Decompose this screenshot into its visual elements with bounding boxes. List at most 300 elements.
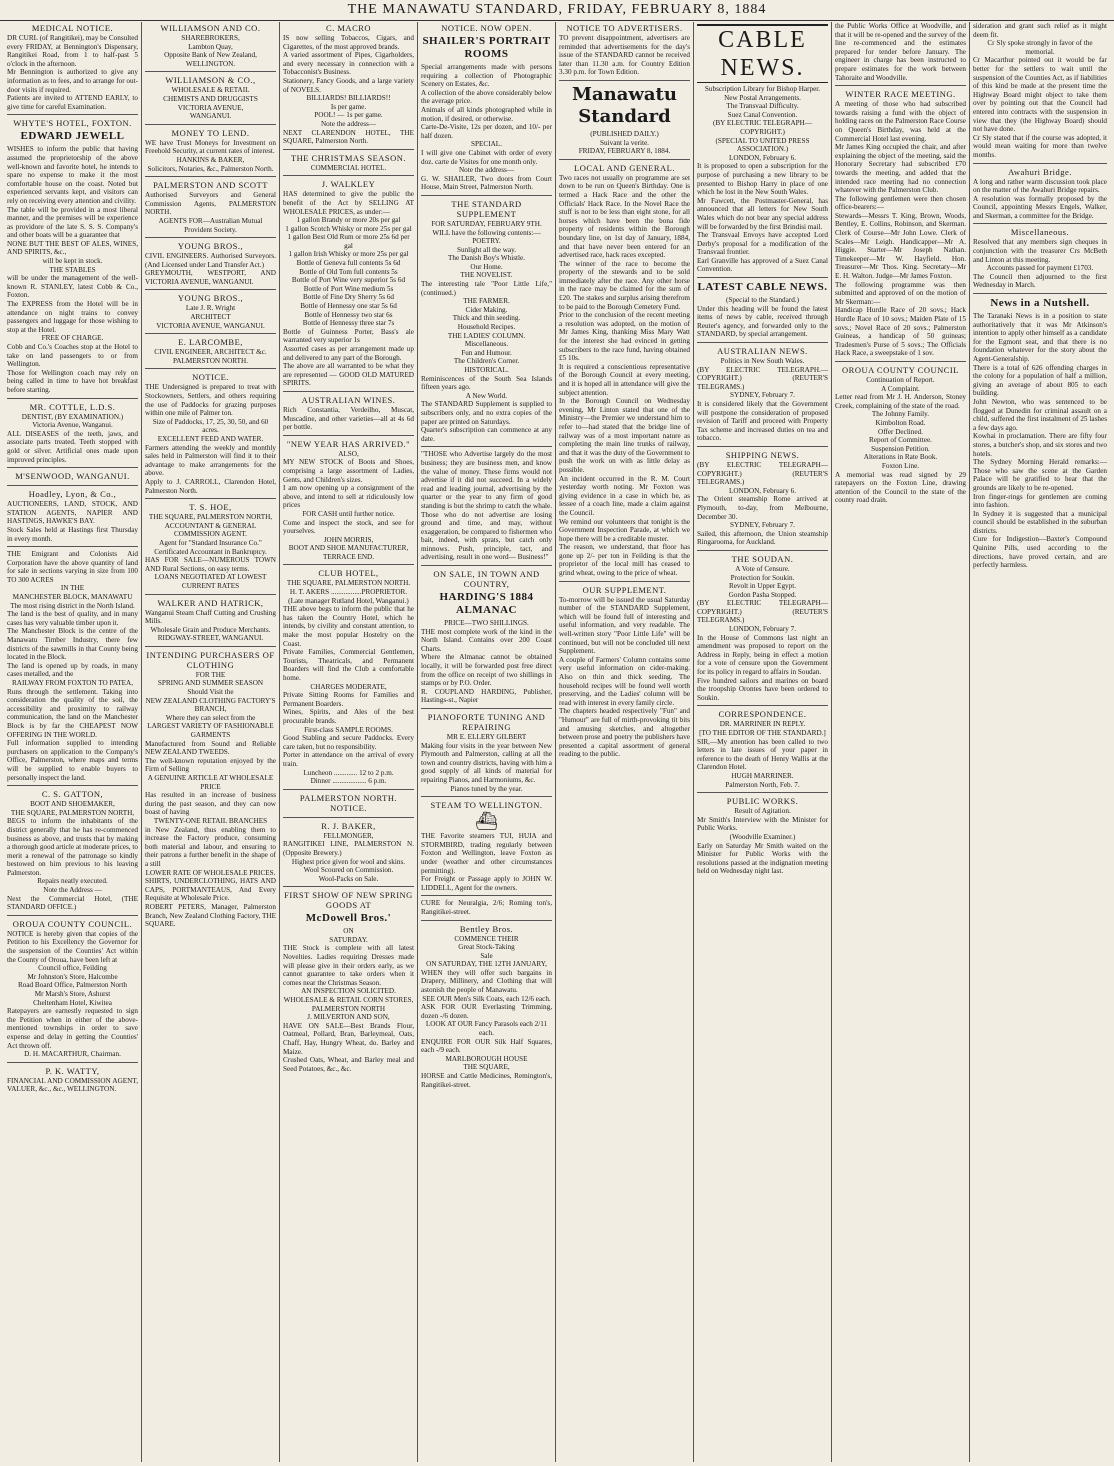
text-line: Alterations in Rate Book. [863, 453, 938, 462]
text-line: J. MILVERTON AND SON, [307, 1013, 390, 1022]
medical-notice [7, 23, 138, 115]
text-line: The land is opened up by roads, in many cases metalled, and the [7, 661, 138, 679]
block-heading: MEDICAL NOTICE. [31, 23, 114, 33]
text-line: Rich Constantia, Verdeilho, Muscat, Muscadine, and other varieties—all at 4s 6d per bottle. [283, 405, 414, 432]
text-line: A varied assortment of Pipes, Cigarholders, and every necessary in connection with a Tobacconist's Business. [283, 51, 414, 77]
text-line: ROBERT PETERS, Manager, Palmerston Branch, New Zealand Clothing Factory, THE SQUARE. [145, 902, 276, 929]
text-line: It is considered likely that the Government will postpone the consideration of proposed revision of Tariff and proceed with Property Tax scheme and increased duties on tea and tobacco. [697, 400, 828, 443]
text-line: ASK FOR OUR Everlasting Trimming, dozen -/6 dozen. [421, 1003, 552, 1020]
whytes-hotel [7, 118, 138, 398]
text-line: DR CURL (of Rangitikei), may be Consulted every FRIDAY, at Bennington's Dispensary, Rangitikei Road, from 1 to half-past 5 o'clock in the afternoon. [7, 34, 138, 68]
text-line: FINANCIAL AND COMMISSION AGENT, VALUER, &c., &c., WELLINGTON. [7, 1076, 138, 1094]
block-heading: THE SOUDAN. [731, 553, 794, 564]
text-line: BOOT AND SHOEMAKER, [30, 800, 115, 809]
block-heading: OROUA COUNTY COUNCIL. [12, 918, 133, 929]
text-line: Bottle of Port Wine very superior 5s 6d [291, 276, 406, 285]
text-line: THE above begs to inform the public that he has taken the Country Hotel, which he intends, by civility and constant attention, to make the most popular Hostelry on the Coast. [283, 605, 414, 648]
walker-hatrick [145, 598, 276, 647]
block-heading: Bentley Bros. [459, 923, 514, 934]
text-line: TO prevent disappointment, advertisers are reminded that advertisements for the day's issue of the STANDARD cannot be received later than 11.30 a.m. for Country Edition 3.30 p.m. for Town Edition. [559, 34, 690, 77]
text-line: BEGS to inform the inhabitants of the district generally that he has re-commenced business as above, and trusts that by making a thorough good article at moderate prices, to merit a renewal of the patronage so kindly bestowed on him previous to his leaving Palmerston. [7, 817, 138, 877]
text-line: GREYMOUTH, WESTPORT, AND VICTORIA AVENUE, WANGANUI. [145, 269, 276, 286]
text-line: Ratepayers are earnestly requested to sign the Petition when in either of the above-mentioned townships in order to save expense and delay in getting the Counties' Act thrown off. [7, 1007, 138, 1050]
block-heading: NOTICE. [192, 372, 229, 383]
text-line: Result of Agitation. [734, 807, 791, 816]
block-heading: NOTICE. NOW OPEN. [441, 23, 532, 33]
text-line: in New Zealand, thus enabling them to increase the Factory produce, consuming both material and labour, and ensuring to their patrons a further benefit in the shape of a still [145, 825, 276, 868]
advertise-notice [421, 450, 552, 566]
text-line: Cheltenham Hotel, Kiwitea [33, 998, 112, 1007]
block-heading: WINTER RACE MEETING. [845, 89, 956, 100]
text-line: Size of Paddocks, 17, 25, 30, 50, and 60 acres. [152, 417, 269, 435]
text-line: The land is the best of quality, and in many cases has very valuable timber upon it. [7, 610, 138, 627]
text-line: 1 gallon Scotch Whisky or more 25s per gal [285, 224, 412, 233]
text-line: Under this heading will be found the latest items of news by cable, received through Reuter's agency, and forwarded only to the STANDARD, by special arrangement. [697, 304, 828, 339]
text-line: The Johnny Family. [871, 410, 930, 419]
text-line: THE SQUARE, PALMERSTON NORTH. [286, 579, 411, 588]
block-heading: E. LARCOMBE, [178, 337, 243, 348]
cure-neuralgia [421, 899, 552, 920]
text-line: HORSE and Cattle Medicines, Remington's, Rangitikei-street. [421, 1072, 552, 1089]
palmerston-notice [283, 793, 414, 818]
text-line: Offer Declined. [878, 427, 923, 436]
text-line: BILLIARDS! BILLIARDS!! [306, 94, 391, 103]
text-line: (PUBLISHED DAILY.) [590, 129, 659, 138]
text-line: The following programme was then submitted and approved of on the motion of Mr Skerman:— [835, 280, 966, 306]
text-line: In Sydney it is suggested that a municipal council should be established in the suburban districts. [973, 509, 1107, 535]
bentley-bros [421, 924, 552, 1093]
text-line: D. H. MACARTHUR, Chairman. [24, 1050, 121, 1059]
harding-almanac [421, 569, 552, 709]
text-line: RAILWAY FROM FOXTON TO PATEA, [11, 679, 134, 687]
text-line: THE NOVELIST. [460, 271, 513, 280]
text-line: Bottle of Hennessy one star 5s 6d [300, 302, 397, 311]
block-heading: YOUNG BROS., [177, 241, 244, 252]
watty-agent [7, 1066, 138, 1097]
shipping-news [697, 450, 828, 551]
text-line: The Children's Corner. [453, 357, 520, 366]
awahuri-bridge [973, 167, 1107, 225]
australian-wines [283, 395, 414, 436]
text-line: Five hundred sailors and marines on board the troopship Orontes have been ordered to Soukin. [697, 676, 828, 702]
text-line: MR E. ELLERY GILBERT [446, 733, 527, 741]
text-line: Prior to the conclusion of the recent meeting a resolution was adopted, on the motion of Mr James King, thanking Miss Mary Watt for the interest she had evinced in getting subscribers to the race fund, having obtained £5 10s. [559, 311, 690, 363]
text-line: The most rising district in the North Island. [10, 601, 135, 610]
text-line: Lambton Quay, [188, 42, 233, 51]
text-line: LOOK AT OUR Fancy Parasols each 2/11 each. [425, 1020, 548, 1038]
young-bros-wright [145, 293, 276, 334]
text-line: NEXT CLARENDON HOTEL, THE SQUARE, Palmerston North. [283, 128, 414, 146]
block-title: Manawatu Standard [572, 83, 677, 127]
text-line: CIVIL ENGINEERS. Authorised Surveyors. (And Licensed under Land Transfer Act.) [145, 252, 276, 269]
text-line: Wholesale Grain and Produce Merchants. [150, 625, 271, 634]
j-walkley [283, 179, 414, 392]
text-line: Private Families, Commercial Gentlemen, Tourists, Theatricals, and Permanent Boarders will find the Club a comfortable home. [283, 648, 414, 682]
williamson-chemists [145, 75, 276, 124]
text-line: A GENUINE ARTICLE AT WHOLESALE PRICE [147, 774, 274, 791]
text-line: I will give one Cabinet with order of every doz. carte de Visites for one month only. [421, 148, 552, 166]
text-line: PALMERSTON NORTH [311, 1004, 386, 1013]
text-line: Wines, Spirits, and Ales of the best procurable brands. [283, 708, 414, 725]
block-heading: Awahuri Bridge. [1008, 166, 1072, 177]
text-line: Reminiscences of the South Sea Islands fifteen years ago. [421, 374, 552, 392]
text-line: FOR THE [195, 670, 226, 679]
r-j-baker [283, 821, 414, 888]
text-line: 1 gallon Brandy or more 20s per gal [296, 216, 401, 225]
text-line: Sunlight all the way. [456, 245, 517, 254]
col-4 [418, 22, 556, 1462]
christmas-season [283, 153, 414, 177]
text-line: Highest price given for wool and skins. [291, 857, 406, 866]
text-line: The reason, we understand, that floor has gone up 2/- per ton in Feilding is that the proprietor of the local mill has ceased to grind wheat, owing to the price of wheat. [559, 543, 690, 578]
text-line: THE Undersigned is prepared to treat with Stockowners, Settlers, and others requiring the use of Paddocks for grazing purposes within one mile of Palmer ton. [145, 383, 276, 418]
text-line: [TO THE EDITOR OF THE STANDARD.] [699, 729, 826, 737]
text-line: Suivant la verite. [600, 138, 649, 147]
text-line: VICTORIA AVENUE, [177, 103, 244, 112]
text-line: Sailed, this afternoon, the Union steamship Ringarooma, for Auckland. [697, 529, 828, 547]
text-line: (Special to the Standard.) [725, 296, 800, 305]
text-line: RIDGWAY-STREET, WANGANUI. [157, 634, 264, 643]
text-line: Pianos tuned by the year. [450, 784, 523, 793]
text-line: Wool Scoured on Commission. [303, 866, 394, 875]
standard-supplement [421, 199, 552, 447]
text-line: ARCHITECT [190, 313, 231, 322]
text-line: HAS determined to give the public the benefit of the Act by SELLING AT WHOLESALE PRICES, as under:— [283, 190, 414, 216]
news-nutshell [973, 297, 1107, 573]
text-line: Stock Sales held at Hastings first Thursday in every month. [7, 525, 138, 543]
text-line: Assorted cases as per arrangement made up and delivered to any part of the Borough. [283, 345, 414, 362]
text-line: NEW ZEALAND CLOTHING FACTORY'S BRANCH, [145, 696, 276, 714]
text-line: Where they can select from the [165, 713, 256, 722]
text-line: H. T. AKERS .................PROPRIETOR. [289, 588, 408, 597]
text-line: ALSO, [338, 449, 359, 458]
text-line: NONE BUT THE BEST OF ALES, WINES, AND SPIRITS, &c., [7, 239, 138, 257]
text-line: Bottle of Guinness Porter, Bass's ale warranted very superior 1s [283, 327, 414, 345]
text-line: A New World. [465, 391, 508, 400]
block-heading: C. S. GATTON, [41, 789, 104, 800]
text-line: WHOLESALE & RETAIL CORN STORES, [283, 996, 414, 1005]
block-title: News in a Nutshell. [990, 297, 1090, 310]
text-line: ON [343, 927, 354, 936]
text-line: The following gentlemen were then chosen office-bearers:— [835, 194, 966, 212]
text-line: Continuation of Report. [866, 375, 935, 384]
t-s-hoe [145, 502, 276, 594]
text-line: RANGITIKEI LINE, PALMERSTON N. (Opposite Brewery.) [283, 840, 414, 857]
block-title: HARDING'S 1884 ALMANAC [439, 591, 534, 617]
text-line: Luncheon ............. 12 to 2 p.m. [303, 768, 394, 777]
col-1 [4, 22, 142, 1462]
text-line: WE have Trust Moneys for Investment on Freehold Security, at current rates of interest. [145, 138, 276, 156]
text-line: Suspension Petition. [871, 444, 930, 453]
text-line: The well-known reputation enjoyed by the Firm of Selling [145, 756, 276, 774]
text-line: WHEN they will offer such bargains in Drapery, Millinery, and Clothing that will astonish the people of Manawatu. [421, 968, 552, 995]
text-line: Agent for "Standard Insurance Co." [159, 538, 262, 547]
text-line: IN THE [60, 584, 85, 593]
block-heading: OROUA COUNTY COUNCIL [842, 364, 959, 375]
block-title: EDWARD JEWELL [20, 130, 125, 143]
text-line: THE SQUARE, PALMERSTON NORTH, [10, 808, 135, 817]
block-heading: STEAM TO WELLINGTON. [430, 800, 543, 811]
block-heading: SHIPPING NEWS. [725, 449, 800, 460]
block-heading: M'SENWOOD, WANGANUI. [15, 471, 130, 482]
text-line: Note the address— [320, 119, 377, 128]
text-line: (BY ELECTRIC TELEGRAPH—COPYRIGHT.) (REUTER'S TELEGRAMS.) [697, 460, 828, 487]
block-heading: T. S. HOE, [189, 502, 232, 513]
text-line: Bottle of Hennessy three star 7s [302, 319, 395, 328]
text-line: THE LADIES' COLUMN. [447, 331, 526, 340]
text-line: Special arrangements made with persons requiring a collection of Photographic Scenery on Estates, &c. [421, 63, 552, 89]
text-line: A memorial was read signed by 29 ratepayers on the Foxton Line, drawing attention of the Council to the state of the county road drain. [835, 470, 966, 505]
text-line: Good Stabling and secure Paddocks. Every care taken, but no responsibility. [283, 734, 414, 751]
text-line: THE FARMER. [463, 297, 510, 306]
text-line: (BY ELECTRIC TELEGRAPH—COPYRIGHT.) [712, 119, 813, 136]
text-line: Subscription Library for Bishop Harper. [704, 85, 821, 93]
text-line: The Danish Boy's Whistle. [447, 254, 526, 263]
menswood-notice [7, 471, 138, 486]
text-line: (Late manager Rutland Hotel, Wanganui.) [288, 596, 409, 605]
text-line: Foxton Line. [881, 461, 920, 470]
text-line: Note the Address — [43, 886, 102, 895]
text-line: MY NEW STOCK of Boots and Shoes, comprising a large assortment of Ladies, Gents, and Children's sizes. [283, 458, 414, 484]
text-line: THE STABLES [49, 265, 96, 274]
block-heading: OUR SUPPLEMENT. [582, 584, 667, 595]
text-line: Fun and Humour. [461, 348, 512, 357]
text-line: CHARGES MODERATE, [310, 682, 387, 691]
text-line: (BY ELECTRIC TELEGRAPH—COPYRIGHT.) (REUTER'S TELEGRAMS.) [697, 599, 828, 625]
block-heading: P. K. WATTY, [45, 1065, 100, 1076]
text-line: Where the Almanac cannot be obtained locally, it will be forwarded post free direct from the office on receipt of two shillings in stamps or by P.O. Order. [421, 653, 552, 688]
text-line: SEE OUR Men's Silk Coats, each 12/6 each. [422, 994, 551, 1003]
text-line: THE SQUARE, PALMERSTON NORTH, [148, 513, 273, 522]
text-line: Carte-De-Visite, 12s per dozen, and 10/- per half dozen. [421, 123, 552, 140]
block-heading: J. WALKLEY [321, 179, 376, 190]
text-line: SYDNEY, February 7. [730, 391, 795, 400]
text-line: To-morrow will be issued the usual Saturday number of the STANDARD Supplement, which will be found full of interesting and useful information, and very readable. The well-written story "Poor Little Life" will be continued, but will not be concluded till next Supplement. [559, 595, 690, 656]
text-line: FOR CASH until further notice. [302, 509, 395, 518]
col-6 [694, 22, 832, 1462]
text-line: The above are all warranted to be what they are represented — GOOD OLD MATURED SPIRITS. [283, 362, 414, 388]
text-line: Two races not usually on programme are set down to be run on Queen's Birthday. One is termed a Hack Race and the other the Officials' Hack Race. In the Novel Race the stuff is not to be less than eight stone, for all horses which have been the bona fide property of residents within the Borough boundary line, on 1st day of January, 1884, and that have never been entered for an advertised race, hack races excepted. [559, 173, 690, 260]
block-heading: WILLIAMSON AND CO. [160, 23, 261, 33]
block-heading: "NEW YEAR HAS ARRIVED." [286, 438, 411, 449]
text-line: Cr Sly stated that if the course was adopted, it would mean waiting for more than twelve months. [973, 133, 1107, 159]
notice-paddocks [145, 372, 276, 499]
text-line: Repairs neatly executed. [37, 877, 108, 886]
text-line: John Newton, who was sentenced to be flogged at Dunedin for criminal assault on a child, suffered the first instalment of 25 lashes a few days ago. [973, 397, 1107, 432]
cable-news [697, 24, 828, 278]
block-heading: PIANOFORTE TUNING AND REPAIRING [427, 712, 546, 732]
club-hotel [283, 568, 414, 789]
col-2 [142, 22, 280, 1462]
block-heading: YOUNG BROS., [177, 293, 244, 304]
shailer-portraits [421, 23, 552, 196]
new-year [283, 439, 414, 566]
text-line: Accounts passed for payment £1703. [986, 264, 1094, 273]
public-works-cont [835, 22, 966, 86]
text-line: A collection of the above considerably below the average price. [421, 88, 552, 106]
hoadley-lyon [7, 489, 138, 547]
col-3 [280, 22, 418, 1462]
text-line: Politics in New South Wales. [720, 357, 805, 366]
text-line: Cobb and Co.'s Coaches stop at the Hotel to take on land passengers to or from Wellington. [7, 343, 138, 369]
masthead: THE MANAWATU STANDARD, FRIDAY, FEBRUARY 8, 1884 [0, 0, 1114, 21]
palmerston-scott [145, 180, 276, 238]
text-line: THE Emigrant and Colonists Aid Corporation have the above quantity of land for sale in sections varying in size from 100 TO 300 ACRES [7, 550, 138, 584]
text-line: THE most complete work of the kind in the North Island. Contains over 200 Coast Charts. [421, 627, 552, 653]
text-line: JOHN MORRIS, [323, 535, 374, 544]
text-line: POOL! — 1s per game. [314, 111, 383, 120]
text-line: Cider Making. [465, 305, 508, 314]
block-heading: ON SALE, IN TOWN AND COUNTRY, [433, 569, 540, 590]
text-line: WILL have the following contents:— [432, 228, 541, 237]
text-line: SATURDAY. [329, 935, 368, 944]
text-line: Resolved that any members sign cheques in conjunction with the treasurer Crs McBeth and Linton at this meeting. [973, 238, 1107, 264]
text-line: R. COUPLAND HARDING, Publisher, Hastings-st., Napier [421, 687, 552, 705]
text-line: FELLMONGER, [323, 831, 374, 840]
text-line: Patients are invited to ATTEND EARLY, to give time for careful Examination. [7, 94, 138, 111]
text-line: It is required a conscientious representative of the Borough Council at every meeting, and it is hoped all in attendance will give the subject attention. [559, 362, 690, 397]
text-line: LONDON, February 7. [728, 625, 797, 634]
text-line: (SPECIAL TO UNITED PRESS ASSOCIATION.) [715, 136, 810, 154]
text-line: A Vote of Censure. [735, 564, 790, 573]
text-line: COMMENCE THEIR [454, 934, 519, 943]
text-line: Mr James King occupied the chair, and after explaining the object of the meeting, said the Honorary Secretary had subscribed £70 towards the meeting, and added that the intended race meeting had no connection whatever with the Palmerston Club. [835, 143, 966, 195]
block-heading: PALMERSTON NORTH. NOTICE. [299, 792, 398, 813]
text-line: COMMERCIAL HOTEL. [310, 163, 387, 172]
text-line: SYDNEY, February 7. [730, 521, 795, 530]
text-line: LOWER RATE OF WHOLESALE PRICES. [145, 868, 276, 877]
text-line: AGENTS FOR—Australian Mutual Provident Society. [158, 216, 263, 234]
text-line: LONDON, February 6. [728, 486, 797, 495]
piano-tuning [421, 712, 552, 797]
text-line: We remind our volunteers that tonight is the Government Inspection Parade, at which we hope there will be a creditable muster. [559, 517, 690, 543]
text-line: Porter in attendance on the arrival of every train. [283, 751, 414, 768]
block-heading: Hoadley, Lyon, & Co., [28, 489, 117, 500]
text-line: sideration and grant such relief as it might deem fit. [973, 22, 1107, 39]
text-line: Manufactured from Sound and Reliable NEW ZEALAND TWEEDS. [145, 739, 276, 757]
text-line: SPRING AND SUMMER SEASON [157, 679, 264, 688]
block-heading: THE STANDARD SUPPLEMENT [451, 198, 522, 219]
text-line: HAVE ON SALE—Best Brands Flour, Oatmeal, Pollard, Bran, Barleymeal, Oats, Chaff, Hay, Hungry Wheat, do. Barley and Maize. [283, 1021, 414, 1056]
text-line: The table will be provided in a most liberal manner, and the premises will be experience as providore of the late S. S. S. Company's and other boats will be a guarantee that [7, 205, 138, 240]
text-line: The Manchester Block is the centre of the Manawatu Timber Industry, there few districts of the sawmills in that County being located in the Block. [7, 627, 138, 662]
text-line: I am now opening up a consignment of the above, and intend to sell at ridiculously low prices [283, 484, 414, 510]
text-line: AUCTIONEERS, LAND, STOCK, AND STATION AGENTS, NAPIER AND HASTINGS, HAWKE'S BAY. [7, 500, 138, 526]
public-works [697, 796, 828, 879]
text-line: FREE OF CHARGE. [41, 334, 104, 343]
text-line: First-class SAMPLE ROOMS. [304, 725, 393, 734]
text-line: A couple of Farmers' Column contains some very useful information on cider-making. Also on thin and thick seeding. The household recipes will be found well worth preserving, and the Ladies' column will be read with interest in every family circle. [559, 655, 690, 707]
text-line: Victoria Avenue, Wanganui. [32, 421, 113, 430]
text-line: IS now selling Tobaccos, Cigars, and Cigarettes, of the most approved brands. [283, 34, 414, 51]
block-heading: THE CHRISTMAS SEASON. [290, 152, 407, 163]
text-line: MANCHESTER BLOCK, MANAWATU [12, 593, 133, 602]
steamship-icon: ⛴ [475, 811, 498, 832]
col-7 [832, 22, 970, 1462]
text-line: Apply to J. CARROLL, Clarendon Hotel, Palmerston North. [145, 477, 276, 495]
text-line: WANGANUI. [189, 112, 232, 121]
text-line: ENQUIRE FOR OUR Silk Half Squares, each -/9 each. [421, 1037, 552, 1055]
text-line: Should Visit the [187, 688, 234, 697]
text-line: (BY ELECTRIC TELEGRAPH.—COPYRIGHT.) (REUTER'S TELEGRAMS.) [697, 365, 828, 391]
text-line: Private Sitting Rooms for Families and Permanent Boarders. [283, 691, 414, 708]
text-line: The Transvaal Difficulty. [726, 102, 799, 111]
text-line: Cr Sly spoke strongly in favor of the memorial. [987, 39, 1093, 56]
text-line: WHOLESALE & RETAIL [171, 86, 250, 95]
miscellaneous [973, 227, 1107, 294]
text-line: Runs through the settlement. Taking into consideration the quality of the soil, the accessibility and proximity to railway communication, the land on the Manchester Block is by far the CHEAPEST NOW OFFERING IN THE WORLD. [7, 687, 138, 739]
text-line: Household Recipes. [457, 323, 516, 332]
text-line: ON SATURDAY, THE 12TH JANUARY, [426, 960, 547, 969]
text-line: Animals of all kinds photographed while in motion, if desired, or otherwise. [421, 105, 552, 123]
text-line: WISHES to inform the public that having assumed the proprietorship of the above well-known and favorite hotel, he intends to spare no expense to make it the most comfortable house on the coast. Noted but experienced servants kept, and visitors can rely on receiving every attention and civility. [7, 145, 138, 205]
mcdowell-bros [283, 890, 414, 1076]
text-line: LARGEST VARIETY OF FASHIONABLE GARMENTS [147, 722, 274, 740]
text-line: Thick and thin seeding. [452, 314, 521, 323]
text-line: Solicitors, Notaries, &c., Palmerston North. [147, 164, 274, 173]
text-line: Next the Commercial Hotel, (THE STANDARD OFFICE.) [7, 894, 138, 912]
young-bros [145, 241, 276, 290]
text-line: Early on Saturday Mr Smith waited on the Minister for Public Works with the resolutions passed at the indignation meeting held on Wednesday night last. [697, 841, 828, 876]
text-line: New Postal Arrangements. [724, 93, 801, 102]
text-line: Iron finger-rings for gentlemen are coming into fashion. [973, 492, 1107, 510]
text-line: PALMERSTON NORTH. [172, 356, 249, 365]
text-line: A long and rather warm discussion took place on the matter of the Awahuri Bridge repairs. [973, 177, 1107, 195]
text-line: A Complaint. [881, 384, 920, 393]
text-line: SHAREBROKERS, [181, 34, 240, 42]
council-cont [973, 22, 1107, 164]
text-line: Mr Marsh's Store, Ashurst [34, 990, 111, 998]
money-to-lend [145, 128, 276, 177]
oroua-report [835, 365, 966, 508]
text-line: the Public Works Office at Woodville, and that it will be re-opened and the survey of the line re-commenced and the estimates prepared for tender before January. The engineer in charge has been instructed to prepare estimates for the work between Tahoraite and Woodville. [835, 22, 966, 82]
text-line: Cure for Indigestion—Baxter's Compound Quinine Pills, used according to the directions, have proved certain, and are perfectly harmless. [973, 535, 1107, 570]
text-line: Earl Granville has approved of a Suez Canal Convention. [697, 256, 828, 274]
latest-cable [697, 281, 828, 343]
text-line: Come and inspect the stock, and see for yourselves. [283, 518, 414, 536]
winter-race [835, 89, 966, 362]
text-line: Protection for Soukin. [730, 573, 795, 582]
text-line: BOOT AND SHOE MANUFACTURER, TERRACE END. [288, 544, 409, 561]
nz-clothing [145, 650, 276, 932]
text-line: Mr Bennington is authorized to give any information as to fees, and to arrange for out-door visits if required. [7, 68, 138, 94]
block-heading: AUSTRALIAN WINES. [301, 394, 396, 405]
our-supplement [559, 585, 690, 762]
text-line: Our Home. [470, 262, 503, 271]
text-line: CURE for Neuralgia, 2/6; Roming ton's, Rangitikei-street. [421, 899, 552, 916]
text-line: (Woodville Examiner.) [729, 832, 796, 841]
notice-to-advertisers [559, 23, 690, 81]
text-line: Making four visits in the year between New Plymouth and Palmerston, calling at all the town and country districts, having with him a good supply of all kinds of material for repairing Pianos, and Harmoniums, &c. [421, 741, 552, 784]
text-line: Those for Wellington coach may rely on being called in time to have hot breakfast before starting. [7, 368, 138, 394]
text-line: SHIRTS, UNDERCLOTHING, HATS AND CAPS, PORTMANTEAUS, And Every Requisite at Wholesale Price. [145, 877, 276, 903]
block-heading: NOTICE TO ADVERTISERS. [566, 23, 683, 33]
text-line: TWENTY-ONE RETAIL BRANCHES [153, 816, 268, 825]
text-line: 1 gallon Best Old Rum or more 25s 6d per gal [287, 233, 410, 250]
correspondence [697, 709, 828, 793]
text-line: Suez Canal Convention. [727, 110, 798, 119]
block-heading: MR. COTTLE, L.D.S. [29, 401, 116, 412]
text-line: NOTICE is hereby given that copies of the Petition to his Excellency the Governor for the suspension of the Counties' Act within the County of Oroua, have been left at [7, 929, 138, 964]
text-line: CIVIL ENGINEER, ARCHITECT &c. [154, 348, 267, 357]
text-line: SIR,—My attention has been called to two letters in late issues of your paper in reference to the death of Henry Wallis at the Clarendon Hotel. [697, 737, 828, 772]
text-line: HUGH MARRINER. [731, 771, 794, 780]
block-heading: WALKER AND HATRICK, [157, 597, 264, 608]
text-line: Crushed Oats, Wheat, and Barley meal and Seed Potatoes, &c., &c. [283, 1056, 414, 1073]
block-heading: WILLIAMSON & CO., [165, 75, 256, 86]
text-line: Mr Smith's Interview with the Minister for Public Works. [697, 815, 828, 833]
text-line: FRIDAY, FEBRUARY 8, 1884. [578, 147, 671, 156]
